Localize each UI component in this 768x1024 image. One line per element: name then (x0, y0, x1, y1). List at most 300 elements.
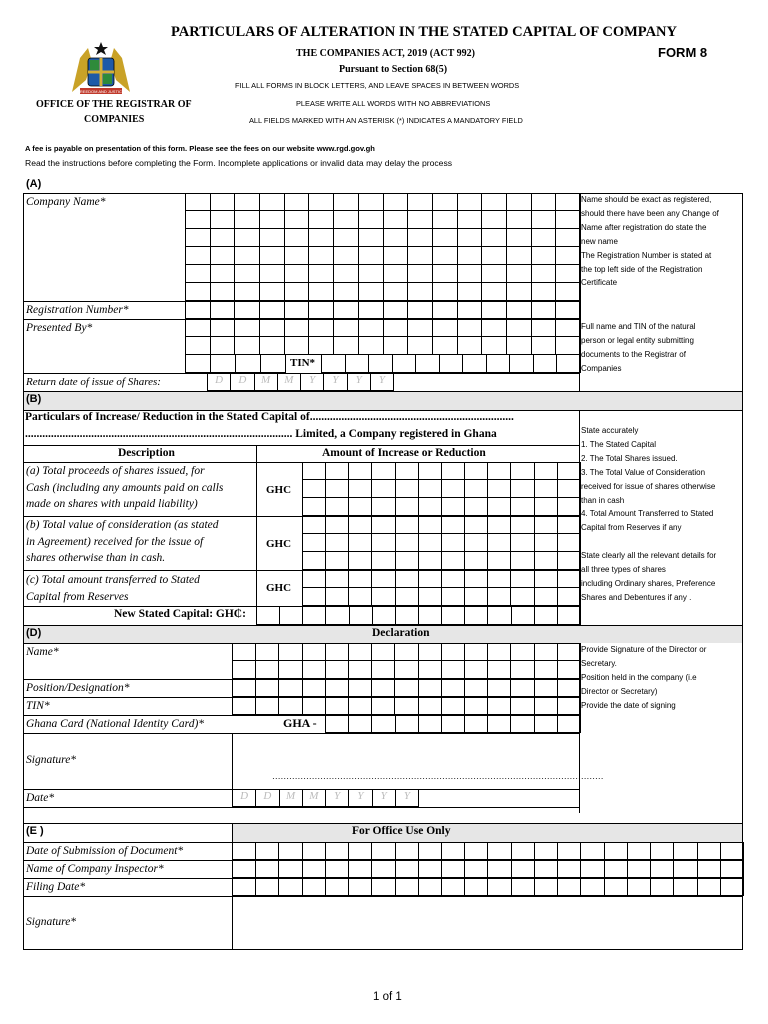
input-cell[interactable] (372, 715, 395, 733)
input-cell[interactable] (507, 337, 532, 355)
input-cell[interactable] (482, 337, 507, 355)
date-cell[interactable]: D (208, 373, 231, 391)
declarant-tin-grid[interactable] (232, 697, 581, 715)
input-cell[interactable] (651, 842, 674, 860)
input-cell[interactable] (482, 193, 507, 211)
input-cell[interactable] (396, 606, 419, 625)
input-cell[interactable] (442, 516, 465, 534)
input-cell[interactable] (535, 842, 558, 860)
input-cell[interactable] (309, 247, 334, 265)
date-cell[interactable]: Y (396, 789, 419, 807)
input-cell[interactable] (511, 588, 534, 606)
input-cell[interactable] (285, 211, 310, 229)
input-cell[interactable] (372, 498, 395, 516)
input-cell[interactable] (442, 661, 465, 679)
input-cell[interactable] (260, 337, 285, 355)
input-cell[interactable] (488, 643, 511, 661)
input-cell[interactable] (442, 697, 465, 715)
input-cell[interactable] (535, 643, 558, 661)
input-cell[interactable] (511, 643, 534, 661)
input-cell[interactable] (349, 498, 372, 516)
input-cell[interactable] (512, 878, 535, 896)
input-cell[interactable] (488, 462, 511, 480)
date-cell[interactable]: Y (371, 373, 394, 391)
input-cell[interactable] (507, 301, 532, 319)
input-cell[interactable] (326, 588, 349, 606)
input-cell[interactable] (556, 229, 581, 247)
input-cell[interactable] (256, 842, 279, 860)
input-cell[interactable] (532, 283, 557, 301)
input-cell[interactable] (419, 480, 442, 498)
input-cell[interactable] (384, 337, 409, 355)
input-cell[interactable] (419, 661, 442, 679)
input-cell[interactable] (433, 301, 458, 319)
input-cell[interactable] (507, 265, 532, 283)
input-cell[interactable] (535, 679, 558, 697)
input-cell[interactable] (186, 247, 211, 265)
input-cell[interactable] (260, 247, 285, 265)
input-cell[interactable] (433, 283, 458, 301)
input-cell[interactable] (442, 498, 465, 516)
inspector-grid[interactable] (232, 860, 744, 878)
position-grid[interactable] (232, 679, 581, 697)
input-cell[interactable] (285, 247, 310, 265)
input-cell[interactable] (408, 337, 433, 355)
input-cell[interactable] (349, 679, 372, 697)
input-cell[interactable] (260, 301, 285, 319)
input-cell[interactable] (186, 211, 211, 229)
input-cell[interactable] (488, 534, 511, 552)
input-cell[interactable] (372, 643, 395, 661)
input-cell[interactable] (236, 355, 261, 373)
input-cell[interactable] (279, 878, 302, 896)
input-cell[interactable] (349, 878, 372, 896)
row-a-amount-grid[interactable] (302, 462, 581, 516)
input-cell[interactable] (373, 606, 396, 625)
input-cell[interactable] (211, 337, 236, 355)
input-cell[interactable] (442, 552, 465, 570)
input-cell[interactable] (303, 643, 326, 661)
input-cell[interactable] (488, 661, 511, 679)
input-cell[interactable] (507, 247, 532, 265)
new-stated-capital-grid[interactable] (256, 606, 581, 625)
input-cell[interactable] (303, 516, 326, 534)
input-cell[interactable] (326, 842, 349, 860)
input-cell[interactable] (359, 265, 384, 283)
input-cell[interactable] (233, 679, 256, 697)
input-cell[interactable] (465, 480, 488, 498)
input-cell[interactable] (465, 697, 488, 715)
input-cell[interactable] (535, 715, 558, 733)
input-cell[interactable] (535, 480, 558, 498)
declaration-date-grid[interactable] (232, 789, 419, 807)
input-cell[interactable] (558, 534, 581, 552)
input-cell[interactable] (256, 661, 279, 679)
input-cell[interactable] (511, 462, 534, 480)
input-cell[interactable] (442, 715, 465, 733)
input-cell[interactable] (279, 643, 302, 661)
input-cell[interactable] (556, 247, 581, 265)
presented-by-row3-left[interactable] (185, 355, 286, 373)
ghana-card-grid[interactable] (325, 715, 581, 733)
input-cell[interactable] (458, 301, 483, 319)
input-cell[interactable] (465, 842, 488, 860)
input-cell[interactable] (359, 337, 384, 355)
input-cell[interactable] (721, 860, 744, 878)
input-cell[interactable] (334, 301, 359, 319)
input-cell[interactable] (235, 229, 260, 247)
input-cell[interactable] (396, 552, 419, 570)
input-cell[interactable] (488, 697, 511, 715)
input-cell[interactable] (309, 265, 334, 283)
input-cell[interactable] (256, 643, 279, 661)
input-cell[interactable] (396, 462, 419, 480)
input-cell[interactable] (384, 265, 409, 283)
input-cell[interactable] (558, 679, 581, 697)
input-cell[interactable] (285, 337, 310, 355)
input-cell[interactable] (233, 860, 256, 878)
input-cell[interactable] (186, 283, 211, 301)
input-cell[interactable] (532, 211, 557, 229)
input-cell[interactable] (396, 498, 419, 516)
input-cell[interactable] (442, 643, 465, 661)
input-cell[interactable] (433, 265, 458, 283)
input-cell[interactable] (488, 588, 511, 606)
input-cell[interactable] (303, 606, 326, 625)
input-cell[interactable] (260, 265, 285, 283)
input-cell[interactable] (465, 679, 488, 697)
input-cell[interactable] (285, 283, 310, 301)
input-cell[interactable] (458, 319, 483, 337)
input-cell[interactable] (698, 860, 721, 878)
input-cell[interactable] (558, 480, 581, 498)
input-cell[interactable] (303, 498, 326, 516)
input-cell[interactable] (488, 878, 511, 896)
input-cell[interactable] (303, 860, 326, 878)
input-cell[interactable] (458, 229, 483, 247)
input-cell[interactable] (419, 588, 442, 606)
input-cell[interactable] (433, 193, 458, 211)
input-cell[interactable] (511, 661, 534, 679)
input-cell[interactable] (482, 247, 507, 265)
input-cell[interactable] (558, 570, 581, 588)
input-cell[interactable] (442, 534, 465, 552)
input-cell[interactable] (372, 516, 395, 534)
input-cell[interactable] (303, 480, 326, 498)
input-cell[interactable] (442, 570, 465, 588)
input-cell[interactable] (211, 247, 236, 265)
input-cell[interactable] (260, 211, 285, 229)
input-cell[interactable] (482, 319, 507, 337)
input-cell[interactable] (408, 319, 433, 337)
input-cell[interactable] (359, 229, 384, 247)
input-cell[interactable] (235, 247, 260, 265)
input-cell[interactable] (211, 193, 236, 211)
input-cell[interactable] (309, 229, 334, 247)
input-cell[interactable] (535, 498, 558, 516)
input-cell[interactable] (279, 679, 302, 697)
input-cell[interactable] (359, 193, 384, 211)
input-cell[interactable] (186, 265, 211, 283)
input-cell[interactable] (334, 193, 359, 211)
input-cell[interactable] (488, 606, 511, 625)
input-cell[interactable] (303, 588, 326, 606)
input-cell[interactable] (488, 480, 511, 498)
input-cell[interactable] (211, 265, 236, 283)
input-cell[interactable] (279, 661, 302, 679)
input-cell[interactable] (511, 570, 534, 588)
input-cell[interactable] (233, 842, 256, 860)
input-cell[interactable] (532, 319, 557, 337)
input-cell[interactable] (442, 462, 465, 480)
input-cell[interactable] (511, 516, 534, 534)
input-cell[interactable] (396, 588, 419, 606)
input-cell[interactable] (433, 337, 458, 355)
input-cell[interactable] (488, 715, 511, 733)
input-cell[interactable] (211, 211, 236, 229)
input-cell[interactable] (384, 247, 409, 265)
input-cell[interactable] (488, 860, 511, 878)
input-cell[interactable] (346, 355, 370, 373)
input-cell[interactable] (558, 661, 581, 679)
input-cell[interactable] (535, 534, 558, 552)
input-cell[interactable] (326, 480, 349, 498)
date-cell[interactable]: D (256, 789, 279, 807)
input-cell[interactable] (442, 842, 465, 860)
input-cell[interactable] (408, 229, 433, 247)
input-cell[interactable] (349, 661, 372, 679)
input-cell[interactable] (556, 211, 581, 229)
input-cell[interactable] (256, 878, 279, 896)
input-cell[interactable] (535, 878, 558, 896)
input-cell[interactable] (396, 480, 419, 498)
row-c-amount-grid[interactable] (302, 570, 581, 606)
input-cell[interactable] (442, 860, 465, 878)
input-cell[interactable] (384, 319, 409, 337)
input-cell[interactable] (535, 697, 558, 715)
input-cell[interactable] (532, 301, 557, 319)
input-cell[interactable] (384, 283, 409, 301)
input-cell[interactable] (326, 715, 349, 733)
input-cell[interactable] (511, 534, 534, 552)
input-cell[interactable] (322, 355, 346, 373)
date-cell[interactable]: Y (373, 789, 396, 807)
input-cell[interactable] (440, 355, 464, 373)
input-cell[interactable] (507, 283, 532, 301)
input-cell[interactable] (419, 860, 442, 878)
input-cell[interactable] (532, 229, 557, 247)
row-b-amount-grid[interactable] (302, 516, 581, 570)
input-cell[interactable] (303, 552, 326, 570)
input-cell[interactable] (235, 337, 260, 355)
date-cell[interactable]: M (303, 789, 326, 807)
input-cell[interactable] (458, 247, 483, 265)
input-cell[interactable] (279, 697, 302, 715)
input-cell[interactable] (482, 283, 507, 301)
input-cell[interactable] (535, 588, 558, 606)
input-cell[interactable] (442, 480, 465, 498)
input-cell[interactable] (512, 860, 535, 878)
input-cell[interactable] (442, 878, 465, 896)
input-cell[interactable] (419, 498, 442, 516)
input-cell[interactable] (419, 697, 442, 715)
input-cell[interactable] (186, 355, 211, 373)
input-cell[interactable] (419, 606, 442, 625)
input-cell[interactable] (558, 552, 581, 570)
input-cell[interactable] (465, 878, 488, 896)
input-cell[interactable] (260, 319, 285, 337)
input-cell[interactable] (507, 229, 532, 247)
input-cell[interactable] (359, 283, 384, 301)
signature-line[interactable]: ……………………………………………………………………………………………………… (272, 771, 604, 781)
input-cell[interactable] (256, 679, 279, 697)
declarant-name-grid[interactable] (232, 643, 581, 679)
input-cell[interactable] (556, 319, 581, 337)
input-cell[interactable] (558, 588, 581, 606)
input-cell[interactable] (408, 301, 433, 319)
input-cell[interactable] (326, 606, 349, 625)
input-cell[interactable] (372, 534, 395, 552)
input-cell[interactable] (419, 842, 442, 860)
input-cell[interactable] (419, 878, 442, 896)
input-cell[interactable] (395, 643, 418, 661)
input-cell[interactable] (433, 247, 458, 265)
office-signature-box[interactable] (233, 897, 742, 949)
input-cell[interactable] (408, 211, 433, 229)
input-cell[interactable] (309, 283, 334, 301)
input-cell[interactable] (488, 570, 511, 588)
input-cell[interactable] (279, 842, 302, 860)
input-cell[interactable] (465, 498, 488, 516)
input-cell[interactable] (309, 301, 334, 319)
input-cell[interactable] (674, 842, 697, 860)
input-cell[interactable] (285, 193, 310, 211)
input-cell[interactable] (511, 480, 534, 498)
input-cell[interactable] (349, 715, 372, 733)
input-cell[interactable] (349, 842, 372, 860)
input-cell[interactable] (558, 860, 581, 878)
input-cell[interactable] (463, 355, 487, 373)
input-cell[interactable] (408, 247, 433, 265)
input-cell[interactable] (558, 643, 581, 661)
input-cell[interactable] (511, 552, 534, 570)
input-cell[interactable] (511, 679, 534, 697)
input-cell[interactable] (628, 878, 651, 896)
input-cell[interactable] (558, 697, 581, 715)
input-cell[interactable] (651, 878, 674, 896)
input-cell[interactable] (326, 516, 349, 534)
input-cell[interactable] (396, 715, 419, 733)
input-cell[interactable] (235, 265, 260, 283)
input-cell[interactable] (260, 193, 285, 211)
input-cell[interactable] (309, 337, 334, 355)
input-cell[interactable] (511, 697, 534, 715)
input-cell[interactable] (605, 860, 628, 878)
input-cell[interactable] (465, 516, 488, 534)
input-cell[interactable] (396, 516, 419, 534)
input-cell[interactable] (465, 606, 488, 625)
input-cell[interactable] (419, 552, 442, 570)
input-cell[interactable] (556, 283, 581, 301)
input-cell[interactable] (458, 265, 483, 283)
input-cell[interactable] (326, 498, 349, 516)
input-cell[interactable] (326, 462, 349, 480)
input-cell[interactable] (211, 301, 236, 319)
date-cell[interactable]: Y (349, 789, 372, 807)
input-cell[interactable] (465, 588, 488, 606)
input-cell[interactable] (349, 697, 372, 715)
input-cell[interactable] (419, 679, 442, 697)
input-cell[interactable] (256, 697, 279, 715)
input-cell[interactable] (309, 211, 334, 229)
input-cell[interactable] (651, 860, 674, 878)
input-cell[interactable] (482, 211, 507, 229)
date-cell[interactable]: M (278, 373, 301, 391)
input-cell[interactable] (419, 643, 442, 661)
date-cell[interactable]: M (280, 789, 303, 807)
input-cell[interactable] (535, 661, 558, 679)
input-cell[interactable] (442, 606, 465, 625)
input-cell[interactable] (372, 480, 395, 498)
input-cell[interactable] (235, 211, 260, 229)
input-cell[interactable] (535, 552, 558, 570)
submission-date-grid[interactable] (232, 842, 744, 860)
input-cell[interactable] (211, 283, 236, 301)
input-cell[interactable] (235, 193, 260, 211)
input-cell[interactable] (558, 878, 581, 896)
input-cell[interactable] (303, 679, 326, 697)
input-cell[interactable] (235, 283, 260, 301)
input-cell[interactable] (334, 283, 359, 301)
input-cell[interactable] (396, 570, 419, 588)
input-cell[interactable] (674, 878, 697, 896)
input-cell[interactable] (369, 355, 393, 373)
date-cell[interactable]: D (231, 373, 254, 391)
input-cell[interactable] (309, 193, 334, 211)
input-cell[interactable] (488, 552, 511, 570)
input-cell[interactable] (556, 265, 581, 283)
date-cell[interactable]: M (255, 373, 278, 391)
input-cell[interactable] (458, 283, 483, 301)
input-cell[interactable] (558, 606, 581, 625)
input-cell[interactable] (556, 193, 581, 211)
input-cell[interactable] (211, 319, 236, 337)
input-cell[interactable] (558, 462, 581, 480)
input-cell[interactable] (334, 265, 359, 283)
input-cell[interactable] (349, 552, 372, 570)
input-cell[interactable] (326, 679, 349, 697)
input-cell[interactable] (326, 860, 349, 878)
input-cell[interactable] (393, 355, 417, 373)
input-cell[interactable] (359, 301, 384, 319)
input-cell[interactable] (326, 570, 349, 588)
presented-by-grid[interactable] (185, 319, 581, 355)
input-cell[interactable] (408, 193, 433, 211)
input-cell[interactable] (605, 878, 628, 896)
input-cell[interactable] (233, 878, 256, 896)
input-cell[interactable] (395, 679, 418, 697)
input-cell[interactable] (419, 570, 442, 588)
input-cell[interactable] (535, 606, 558, 625)
input-cell[interactable] (396, 842, 419, 860)
input-cell[interactable] (303, 697, 326, 715)
input-cell[interactable] (507, 193, 532, 211)
input-cell[interactable] (488, 498, 511, 516)
input-cell[interactable] (256, 860, 279, 878)
input-cell[interactable] (482, 229, 507, 247)
input-cell[interactable] (557, 355, 581, 373)
input-cell[interactable] (558, 498, 581, 516)
